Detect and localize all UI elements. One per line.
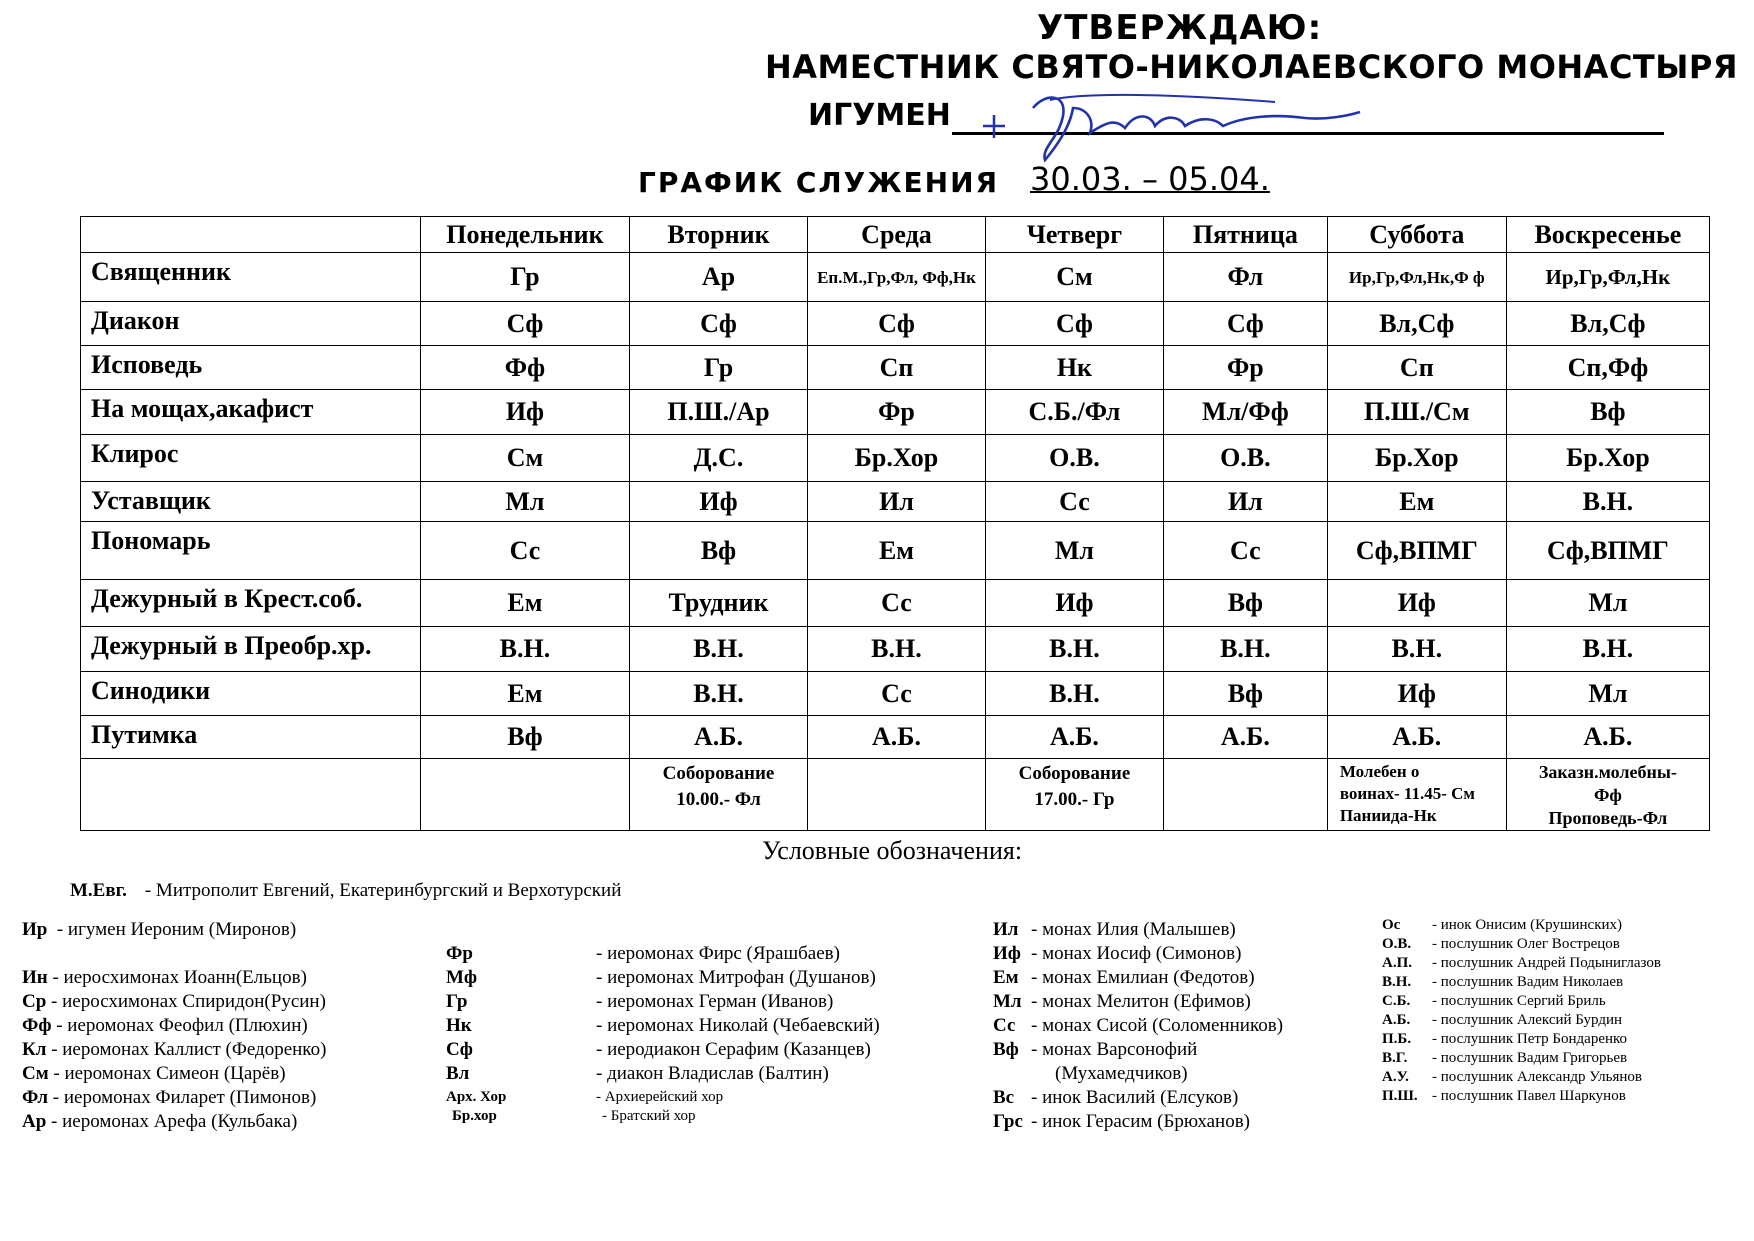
table-cell: Сс (1163, 522, 1327, 580)
legend-item (22, 1038, 326, 1062)
note-line: Заказн.молебны- (1538, 762, 1677, 782)
legend-column-2-choirs (446, 1088, 723, 1126)
role-label: Клирос (81, 435, 421, 482)
legend-abbr: Ср (22, 991, 47, 1012)
legend-item (22, 1110, 326, 1134)
legend-item (446, 966, 880, 990)
legend-abbr: А.П. (1382, 955, 1412, 971)
table-cell: См (985, 253, 1163, 302)
legend-name: - послушник Петр Бондаренко (1432, 1031, 1628, 1047)
note-line: 17.00.- Гр (1034, 789, 1115, 810)
note-line: Соборование (662, 763, 775, 784)
legend-column-3 (993, 918, 1283, 1134)
legend-item (446, 1062, 880, 1086)
note-cell-sunday (1506, 759, 1709, 831)
role-label: Священник (81, 253, 421, 302)
table-row (81, 522, 1710, 580)
table-cell: В.Н. (1506, 482, 1709, 522)
legend-abbr: Ар (22, 1111, 47, 1132)
table-cell: Вф (420, 716, 629, 759)
legend-item (1382, 954, 1661, 973)
legend-item (1382, 1011, 1661, 1030)
legend-name: - Братский хор (602, 1108, 696, 1124)
legend-name: (Мухамедчиков) (1055, 1063, 1188, 1084)
note-cell-empty (420, 759, 629, 831)
note-cell-empty (81, 759, 421, 831)
legend-abbr: Арх. Хор (446, 1089, 507, 1105)
note-line: Паниида-Нк (1339, 806, 1437, 825)
table-cell: А.Б. (1506, 716, 1709, 759)
legend-abbr: В.Н. (1382, 974, 1412, 990)
legend-item (22, 1014, 326, 1038)
table-row (81, 580, 1710, 627)
legend-item (446, 990, 880, 1014)
note-line: Соборование (1018, 763, 1131, 784)
legend-abbr: Ем (993, 967, 1019, 988)
legend-name: - Митрополит Евгений, Екатеринбургский и Верхотурский (144, 880, 622, 901)
legend-item (22, 1086, 326, 1110)
table-cell: А.Б. (807, 716, 985, 759)
legend-name: - иеромонах Арефа (Кульбака) (51, 1111, 298, 1132)
table-cell: Мл (1506, 672, 1709, 716)
legend-name: - Архиерейский хор (596, 1089, 724, 1105)
legend-column-2 (446, 942, 880, 1086)
legend-item (993, 1062, 1283, 1086)
approval-position: НАМЕСТНИК СВЯТО-НИКОЛАЕВСКОГО МОНАСТЫРЯ (765, 48, 1738, 86)
legend-abbr: Ир (22, 919, 48, 940)
table-cell: О.В. (985, 435, 1163, 482)
legend-abbr: Грс (993, 1111, 1023, 1132)
note-cell-empty (1163, 759, 1327, 831)
legend-name: - инок Василий (Елсуков) (1031, 1087, 1239, 1108)
table-cell: Сф (420, 302, 629, 346)
approval-heading: УТВЕРЖДАЮ: (1037, 8, 1323, 48)
table-cell: Сс (985, 482, 1163, 522)
legend-item (993, 1086, 1283, 1110)
legend-item (22, 918, 326, 942)
legend-name: - иеромонах Фирс (Ярашбаев) (596, 943, 840, 964)
legend-abbr: Фл (22, 1087, 49, 1108)
legend-name: - диакон Владислав (Балтин) (596, 1063, 829, 1084)
table-cell: Д.С. (630, 435, 808, 482)
table-cell: Вл,Сф (1327, 302, 1506, 346)
legend-column-4 (1382, 916, 1661, 1106)
table-cell: Мл (1506, 580, 1709, 627)
table-cell: Сп (1327, 346, 1506, 390)
table-cell: Иф (630, 482, 808, 522)
legend-abbr: Ос (1382, 917, 1401, 933)
legend-abbr: Мф (446, 967, 478, 988)
table-row (81, 253, 1710, 302)
table-row (81, 672, 1710, 716)
table-cell: Бр.Хор (1506, 435, 1709, 482)
table-cell: Сс (420, 522, 629, 580)
table-cell: Ир,Гр,Фл,Нк,Ф ф (1327, 253, 1506, 302)
legend-name: - иеромонах Герман (Иванов) (596, 991, 834, 1012)
table-cell: Иф (1327, 580, 1506, 627)
table-cell: Мл (985, 522, 1163, 580)
table-cell: Сф,ВПМГ (1506, 522, 1709, 580)
table-cell: С.Б./Фл (985, 390, 1163, 435)
day-header: Суббота (1327, 217, 1506, 253)
legend-abbr: Сс (993, 1015, 1016, 1036)
legend-item (446, 1038, 880, 1062)
approval-rank: ИГУМЕН (808, 98, 951, 133)
legend-item (1382, 935, 1661, 954)
legend-item (993, 942, 1283, 966)
table-header-row (81, 217, 1710, 253)
legend-item (1382, 1030, 1661, 1049)
table-cell: Ем (420, 580, 629, 627)
note-line: 10.00.- Фл (676, 789, 761, 810)
legend-item (446, 1107, 723, 1126)
table-cell: Гр (630, 346, 808, 390)
table-cell: Ем (420, 672, 629, 716)
table-cell: Ар (630, 253, 808, 302)
legend-item (22, 1062, 326, 1086)
legend-abbr: Сф (446, 1039, 473, 1060)
legend-name: - послушник Александр Ульянов (1432, 1069, 1642, 1085)
table-cell: Сф (630, 302, 808, 346)
day-header: Воскресенье (1506, 217, 1709, 253)
table-cell: Сф (1163, 302, 1327, 346)
table-cell: В.Н. (1163, 627, 1327, 672)
day-header: Понедельник (420, 217, 629, 253)
table-row (81, 716, 1710, 759)
table-cell: Вл,Сф (1506, 302, 1709, 346)
day-header: Среда (807, 217, 985, 253)
legend-title: Условные обозначения: (762, 836, 1023, 865)
legend-name: - игумен Иероним (Миронов) (56, 919, 297, 940)
legend-abbr: Гр (446, 991, 468, 1012)
legend-abbr: Фф (22, 1015, 52, 1036)
table-cell: Сф (807, 302, 985, 346)
table-cell: Иф (1327, 672, 1506, 716)
legend-column-1 (22, 918, 326, 1134)
legend-name: - иеромонах Каллист (Федоренко) (51, 1039, 327, 1060)
legend-abbr: Нк (446, 1015, 472, 1036)
legend-name: - послушник Вадим Григорьев (1432, 1050, 1628, 1066)
table-cell: Иф (985, 580, 1163, 627)
table-cell: Гр (420, 253, 629, 302)
note-cell-thursday (985, 759, 1163, 831)
table-cell: А.Б. (1163, 716, 1327, 759)
legend-abbr: А.Б. (1382, 1012, 1411, 1028)
legend-name: - послушник Алексий Бурдин (1432, 1012, 1623, 1028)
legend-abbr: М.Евг. (70, 880, 127, 901)
role-label: Уставщик (81, 482, 421, 522)
table-cell: Ил (1163, 482, 1327, 522)
table-cell: Вф (1163, 672, 1327, 716)
table-row (81, 302, 1710, 346)
note-line: Фф (1593, 785, 1622, 805)
legend-item (446, 1014, 880, 1038)
legend-abbr: Кл (22, 1039, 47, 1060)
table-cell: П.Ш./См (1327, 390, 1506, 435)
table-cell: О.В. (1163, 435, 1327, 482)
table-cell: Сс (807, 580, 985, 627)
legend-name: - послушник Павел Шаркунов (1432, 1088, 1626, 1104)
role-label: На мощах,акафист (81, 390, 421, 435)
legend-abbr: Ин (22, 967, 48, 988)
table-cell: Ир,Гр,Фл,Нк (1506, 253, 1709, 302)
legend-item (1382, 1049, 1661, 1068)
handwritten-signature (975, 88, 1365, 163)
table-cell: В.Н. (420, 627, 629, 672)
legend-item (993, 1110, 1283, 1134)
table-row (81, 346, 1710, 390)
legend-abbr: Бр.хор (452, 1108, 497, 1124)
note-cell-saturday (1327, 759, 1506, 831)
legend-abbr: Фр (446, 943, 473, 964)
legend-item (22, 990, 326, 1014)
day-header: Вторник (630, 217, 808, 253)
table-cell: В.Н. (630, 627, 808, 672)
table-cell: Фл (1163, 253, 1327, 302)
legend-name: - послушник Сергий Бриль (1432, 993, 1606, 1009)
schedule-title: ГРАФИК СЛУЖЕНИЯ (638, 166, 1000, 199)
legend-item (22, 966, 326, 990)
table-cell: Ем (1327, 482, 1506, 522)
legend-name: - иеромонах Феофил (Плюхин) (56, 1015, 308, 1036)
table-cell: Ем (807, 522, 985, 580)
legend-name: - монах Сисой (Соломенников) (1031, 1015, 1284, 1036)
legend-name: - иеросхимонах Иоанн(Ельцов) (52, 967, 307, 988)
table-cell: Фр (1163, 346, 1327, 390)
table-notes-row (81, 759, 1710, 831)
note-cell-empty (807, 759, 985, 831)
legend-name: - иеросхимонах Спиридон(Русин) (51, 991, 326, 1012)
legend-item (1382, 1068, 1661, 1087)
legend-name: - иеромонах Симеон (Царёв) (53, 1063, 286, 1084)
table-cell: Бр.Хор (807, 435, 985, 482)
role-label: Дежурный в Крест.соб. (81, 580, 421, 627)
table-cell: Бр.Хор (1327, 435, 1506, 482)
role-label: Исповедь (81, 346, 421, 390)
table-cell: Фф (420, 346, 629, 390)
legend-item (446, 942, 880, 966)
table-cell: Нк (985, 346, 1163, 390)
role-label: Путимка (81, 716, 421, 759)
day-header: Пятница (1163, 217, 1327, 253)
table-cell: А.Б. (1327, 716, 1506, 759)
table-cell: Мл (420, 482, 629, 522)
table-cell: А.Б. (985, 716, 1163, 759)
legend-abbr: П.Ш. (1382, 1088, 1418, 1104)
role-label: Синодики (81, 672, 421, 716)
legend-item (1382, 916, 1661, 935)
table-cell: Еп.М.,Гр,Фл, Фф,Нк (807, 253, 985, 302)
schedule-dates: 30.03. – 05.04. (1030, 160, 1270, 198)
table-cell: В.Н. (985, 672, 1163, 716)
legend-abbr: О.В. (1382, 936, 1412, 952)
role-label: Диакон (81, 302, 421, 346)
table-cell: См (420, 435, 629, 482)
legend-name: - монах Емилиан (Федотов) (1031, 967, 1255, 988)
legend-item (993, 1014, 1283, 1038)
legend-abbr: См (22, 1063, 49, 1084)
legend-item (1382, 992, 1661, 1011)
legend-item (993, 918, 1283, 942)
legend-abbr: С.Б. (1382, 993, 1411, 1009)
table-row (81, 390, 1710, 435)
legend-name: - монах Варсонофий (1031, 1039, 1198, 1060)
legend-abbr (993, 1062, 1055, 1086)
table-row (81, 435, 1710, 482)
table-cell: Вф (1506, 390, 1709, 435)
legend-abbr: Ил (993, 919, 1019, 940)
table-cell: Сп (807, 346, 985, 390)
legend-abbr: В.Г. (1382, 1050, 1408, 1066)
legend-abbr: Вф (993, 1039, 1019, 1060)
legend-item (993, 1038, 1283, 1062)
table-cell: Сф,ВПМГ (1327, 522, 1506, 580)
schedule-table (80, 216, 1710, 831)
legend-name: - монах Иосиф (Симонов) (1031, 943, 1242, 964)
legend-name: - послушник Андрей Подыниглазов (1432, 955, 1661, 971)
day-header: Четверг (985, 217, 1163, 253)
table-cell: Мл/Фф (1163, 390, 1327, 435)
table-cell: В.Н. (1506, 627, 1709, 672)
legend-name: - послушник Вадим Николаев (1432, 974, 1624, 990)
legend-name: - иеродиакон Серафим (Казанцев) (596, 1039, 871, 1060)
legend-item (1382, 1087, 1661, 1106)
table-cell: Иф (420, 390, 629, 435)
table-cell: Ил (807, 482, 985, 522)
role-label: Дежурный в Преобр.хр. (81, 627, 421, 672)
legend-abbr: Вс (993, 1087, 1015, 1108)
note-line: воинах- 11.45- См (1339, 784, 1475, 803)
legend-name: - послушник Олег Вострецов (1432, 936, 1620, 952)
table-cell: Сф (985, 302, 1163, 346)
table-cell: В.Н. (1327, 627, 1506, 672)
legend-abbr: Иф (993, 943, 1021, 964)
legend-name: - монах Илия (Малышев) (1031, 919, 1236, 940)
table-cell: А.Б. (630, 716, 808, 759)
legend-name: - инок Онисим (Крушинских) (1432, 917, 1623, 933)
table-row (81, 482, 1710, 522)
legend-name: - монах Мелитон (Ефимов) (1031, 991, 1251, 1012)
legend-name: - иеромонах Николай (Чебаевский) (596, 1015, 880, 1036)
table-cell: В.Н. (807, 627, 985, 672)
legend-name: - иеромонах Филарет (Пимонов) (52, 1087, 317, 1108)
role-label: Пономарь (81, 522, 421, 580)
table-cell: Вф (630, 522, 808, 580)
legend-item (446, 1088, 723, 1107)
legend-name: - иеромонах Митрофан (Душанов) (596, 967, 876, 988)
legend-abbr: А.У. (1382, 1069, 1409, 1085)
legend-name: - инок Герасим (Брюханов) (1031, 1111, 1251, 1132)
table-cell: Фр (807, 390, 985, 435)
legend-item (993, 990, 1283, 1014)
table-cell: Трудник (630, 580, 808, 627)
legend-item (993, 966, 1283, 990)
table-cell: Сп,Фф (1506, 346, 1709, 390)
legend-abbr: Мл (993, 991, 1022, 1012)
note-line: Молебен о (1339, 762, 1420, 781)
table-row (81, 627, 1710, 672)
note-line: Проповедь-Фл (1548, 808, 1668, 828)
table-cell: В.Н. (985, 627, 1163, 672)
legend-metropolitan (70, 880, 621, 902)
table-cell: П.Ш./Ар (630, 390, 808, 435)
table-cell: Сс (807, 672, 985, 716)
table-cell: Вф (1163, 580, 1327, 627)
header-corner (81, 217, 421, 253)
legend-abbr: Вл (446, 1063, 470, 1084)
legend-abbr: П.Б. (1382, 1031, 1412, 1047)
table-cell: В.Н. (630, 672, 808, 716)
note-cell-tuesday (630, 759, 808, 831)
legend-item (1382, 973, 1661, 992)
